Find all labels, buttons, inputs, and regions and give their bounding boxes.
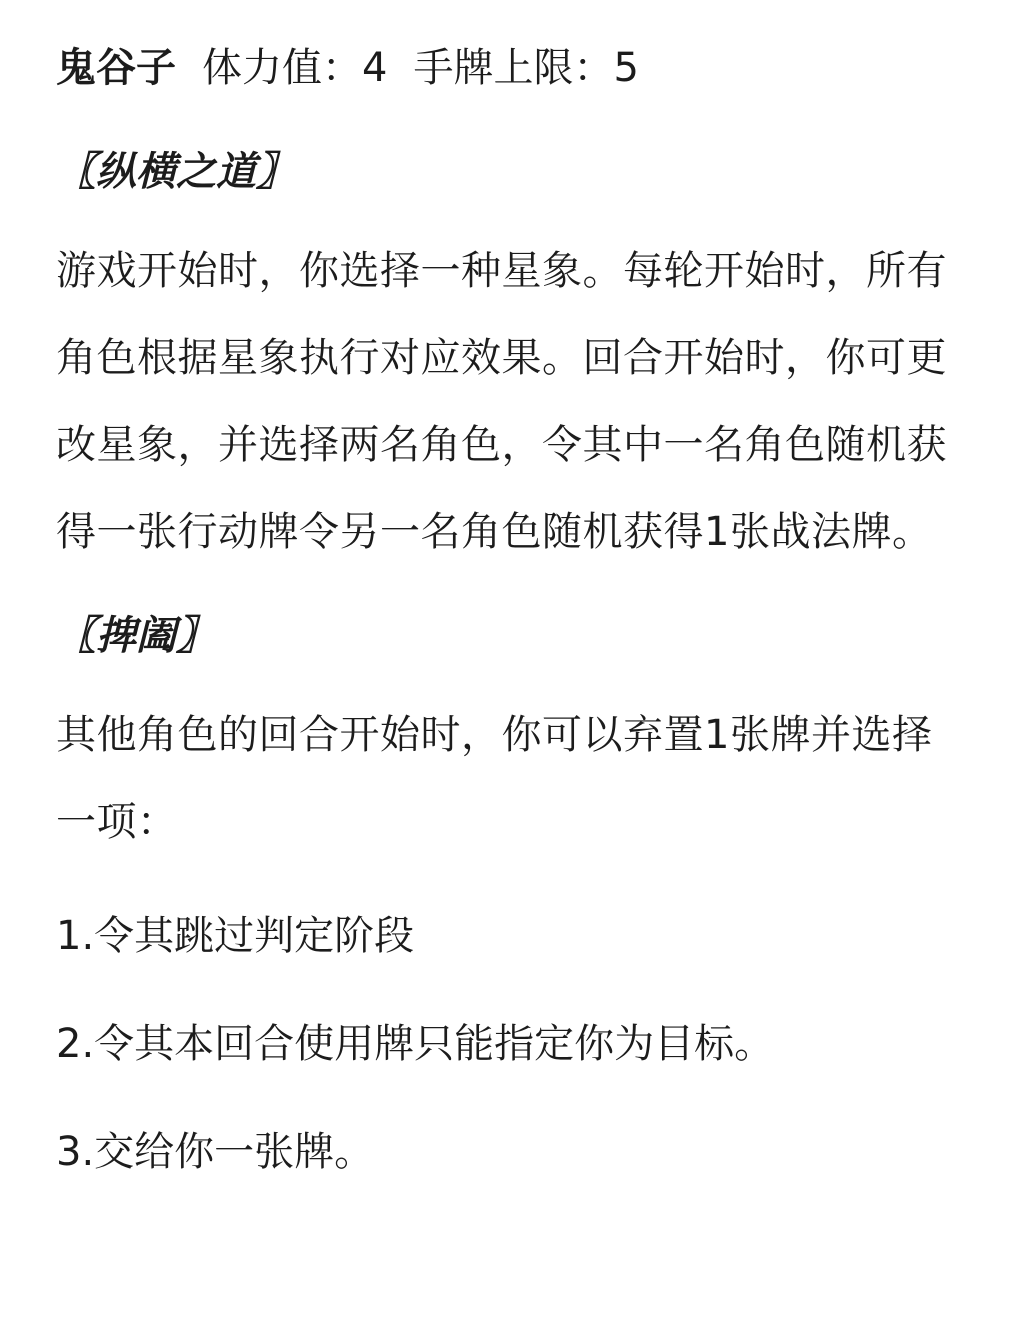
skill-option-3: 3.交给你一张牌。 bbox=[56, 1129, 375, 1175]
hp-stat: 体力值：4 bbox=[202, 45, 388, 91]
skill-description-zongheng: 游戏开始时，你选择一种星象。每轮开始时，所有角色根据星象执行对应效果。回合开始时，你可更改星象，并选择两名角色，令其中一名角色随机获得一张行动牌令另一名角色随机获得1张战法牌。 bbox=[56, 248, 947, 555]
skill-option-2: 2.令其本回合使用牌只能指定你为目标。 bbox=[56, 1021, 775, 1067]
skill-card-text bbox=[56, 36, 968, 1182]
character-header bbox=[56, 36, 968, 100]
skill-title-zongheng: 〖纵横之道〗 bbox=[56, 149, 296, 195]
skill-title-baihe: 〖捭阖〗 bbox=[56, 613, 216, 659]
hand-limit-stat: 手牌上限：5 bbox=[413, 45, 639, 91]
character-name: 鬼谷子 bbox=[56, 45, 176, 91]
skill-option-1: 1.令其跳过判定阶段 bbox=[56, 913, 415, 959]
skill-description-baihe: 其他角色的回合开始时，你可以弃置1张牌并选择一项： bbox=[56, 712, 933, 845]
